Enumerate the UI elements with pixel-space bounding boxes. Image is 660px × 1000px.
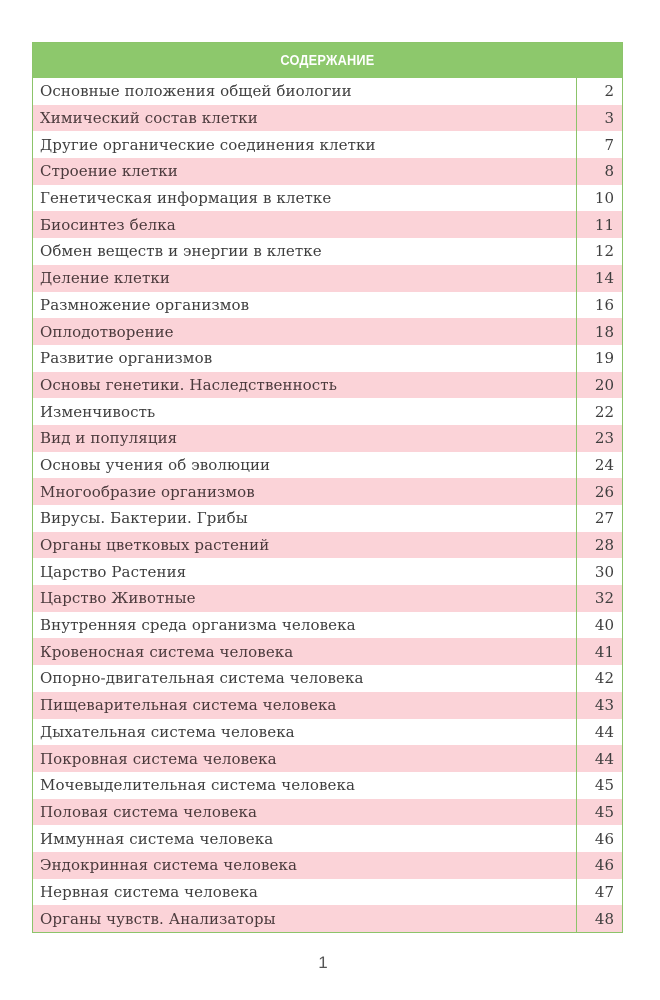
toc-entry[interactable] [33, 638, 622, 665]
toc-entry-label: Покровная система человека [40, 749, 277, 768]
toc-entry[interactable] [33, 425, 622, 452]
toc-entry-page: 20 [576, 372, 622, 399]
toc-entry-label: Генетическая информация в клетке [40, 189, 332, 208]
toc-entry-page: 16 [576, 292, 622, 319]
toc-entry[interactable] [33, 612, 622, 639]
toc-entry-label: Изменчивость [40, 402, 156, 421]
toc-title: СОДЕРЖАНИЕ [280, 52, 375, 69]
toc-entry[interactable] [33, 905, 622, 932]
toc-entry-page: 32 [576, 585, 622, 612]
toc-entry[interactable] [33, 131, 622, 158]
toc-entry-label: Органы цветковых растений [40, 536, 270, 555]
toc-entry[interactable] [33, 345, 622, 372]
toc-entry-label: Другие органические соединения клетки [40, 135, 376, 154]
toc-entry[interactable] [33, 799, 622, 826]
toc-entry-page: 42 [576, 665, 622, 692]
toc-entry-page: 22 [576, 398, 622, 425]
toc-entry-label: Половая система человека [40, 802, 258, 821]
toc-entry-label: Вид и популяция [40, 429, 178, 448]
toc-entry[interactable] [33, 185, 622, 212]
toc-entry-page: 24 [576, 452, 622, 479]
toc-entry-page: 40 [576, 612, 622, 639]
toc-entry[interactable] [33, 532, 622, 559]
toc-entry-label: Основы учения об эволюции [40, 455, 271, 474]
toc-entry[interactable] [33, 585, 622, 612]
toc-entry[interactable] [33, 719, 622, 746]
toc-entry-page: 47 [576, 879, 622, 906]
toc-entry-page: 41 [576, 638, 622, 665]
toc-entry-page: 45 [576, 799, 622, 826]
toc-body [33, 78, 622, 932]
toc-entry-label: Вирусы. Бактерии. Грибы [40, 509, 248, 528]
toc-entry-label: Деление клетки [40, 269, 170, 288]
toc-entry-label: Многообразие организмов [40, 482, 255, 501]
toc-entry-page: 45 [576, 772, 622, 799]
toc-entry[interactable] [33, 211, 622, 238]
toc-entry-page: 12 [576, 238, 622, 265]
toc-entry-page: 26 [576, 478, 622, 505]
toc-entry-label: Основы генетики. Наследственность [40, 375, 337, 394]
toc-entry[interactable] [33, 478, 622, 505]
toc-entry-page: 43 [576, 692, 622, 719]
toc-entry-label: Царство Растения [40, 562, 187, 581]
toc-entry-page: 30 [576, 558, 622, 585]
toc-entry-label: Дыхательная система человека [40, 722, 295, 741]
toc-entry[interactable] [33, 265, 622, 292]
toc-entry-label: Кровеносная система человека [40, 642, 294, 661]
toc-entry-page: 10 [576, 185, 622, 212]
toc-entry-label: Иммунная система человека [40, 829, 274, 848]
toc-entry-label: Биосинтез белка [40, 215, 176, 234]
toc-header [33, 43, 622, 78]
toc-entry[interactable] [33, 398, 622, 425]
toc-entry-page: 7 [576, 131, 622, 158]
toc-entry[interactable] [33, 318, 622, 345]
toc-entry[interactable] [33, 852, 622, 879]
toc-entry-page: 46 [576, 825, 622, 852]
toc-entry[interactable] [33, 452, 622, 479]
toc-entry-label: Развитие организмов [40, 349, 213, 368]
toc-entry-page: 44 [576, 719, 622, 746]
toc-entry[interactable] [33, 158, 622, 185]
toc-entry[interactable] [33, 825, 622, 852]
toc-entry-label: Мочевыделительная система человека [40, 776, 355, 795]
toc-entry-label: Химический состав клетки [40, 109, 258, 128]
toc-entry-page: 48 [576, 905, 622, 932]
toc-entry-label: Опорно-двигательная система человека [40, 669, 364, 688]
toc-entry-page: 27 [576, 505, 622, 532]
toc-entry-label: Пищеварительная система человека [40, 696, 337, 715]
toc-entry[interactable] [33, 772, 622, 799]
toc-entry[interactable] [33, 292, 622, 319]
toc-entry-label: Обмен веществ и энергии в клетке [40, 242, 322, 261]
toc-entry[interactable] [33, 505, 622, 532]
toc-entry-page: 11 [576, 211, 622, 238]
toc-entry[interactable] [33, 745, 622, 772]
toc-entry-page: 44 [576, 745, 622, 772]
toc-entry[interactable] [33, 238, 622, 265]
toc-entry-page: 46 [576, 852, 622, 879]
toc-entry-label: Эндокринная система человека [40, 856, 298, 875]
toc-entry-page: 18 [576, 318, 622, 345]
table-of-contents [32, 42, 623, 933]
page-number: 1 [318, 953, 328, 972]
toc-entry[interactable] [33, 372, 622, 399]
toc-entry-label: Основные положения общей биологии [40, 82, 352, 101]
toc-entry[interactable] [33, 78, 622, 105]
toc-entry-page: 23 [576, 425, 622, 452]
toc-entry-label: Внутренняя среда организма человека [40, 616, 356, 635]
toc-entry-page: 14 [576, 265, 622, 292]
toc-entry-label: Строение клетки [40, 162, 178, 181]
toc-entry-label: Нервная система человека [40, 882, 258, 901]
toc-entry[interactable] [33, 558, 622, 585]
toc-entry-page: 3 [576, 105, 622, 132]
toc-entry-label: Оплодотворение [40, 322, 174, 341]
toc-entry-page: 19 [576, 345, 622, 372]
toc-entry[interactable] [33, 665, 622, 692]
toc-entry-page: 2 [576, 78, 622, 105]
toc-entry-label: Царство Животные [40, 589, 196, 608]
toc-entry-page: 8 [576, 158, 622, 185]
toc-entry[interactable] [33, 879, 622, 906]
toc-entry-label: Органы чувств. Анализаторы [40, 909, 276, 928]
toc-entry-page: 28 [576, 532, 622, 559]
toc-entry[interactable] [33, 105, 622, 132]
toc-entry-label: Размножение организмов [40, 295, 250, 314]
toc-entry[interactable] [33, 692, 622, 719]
